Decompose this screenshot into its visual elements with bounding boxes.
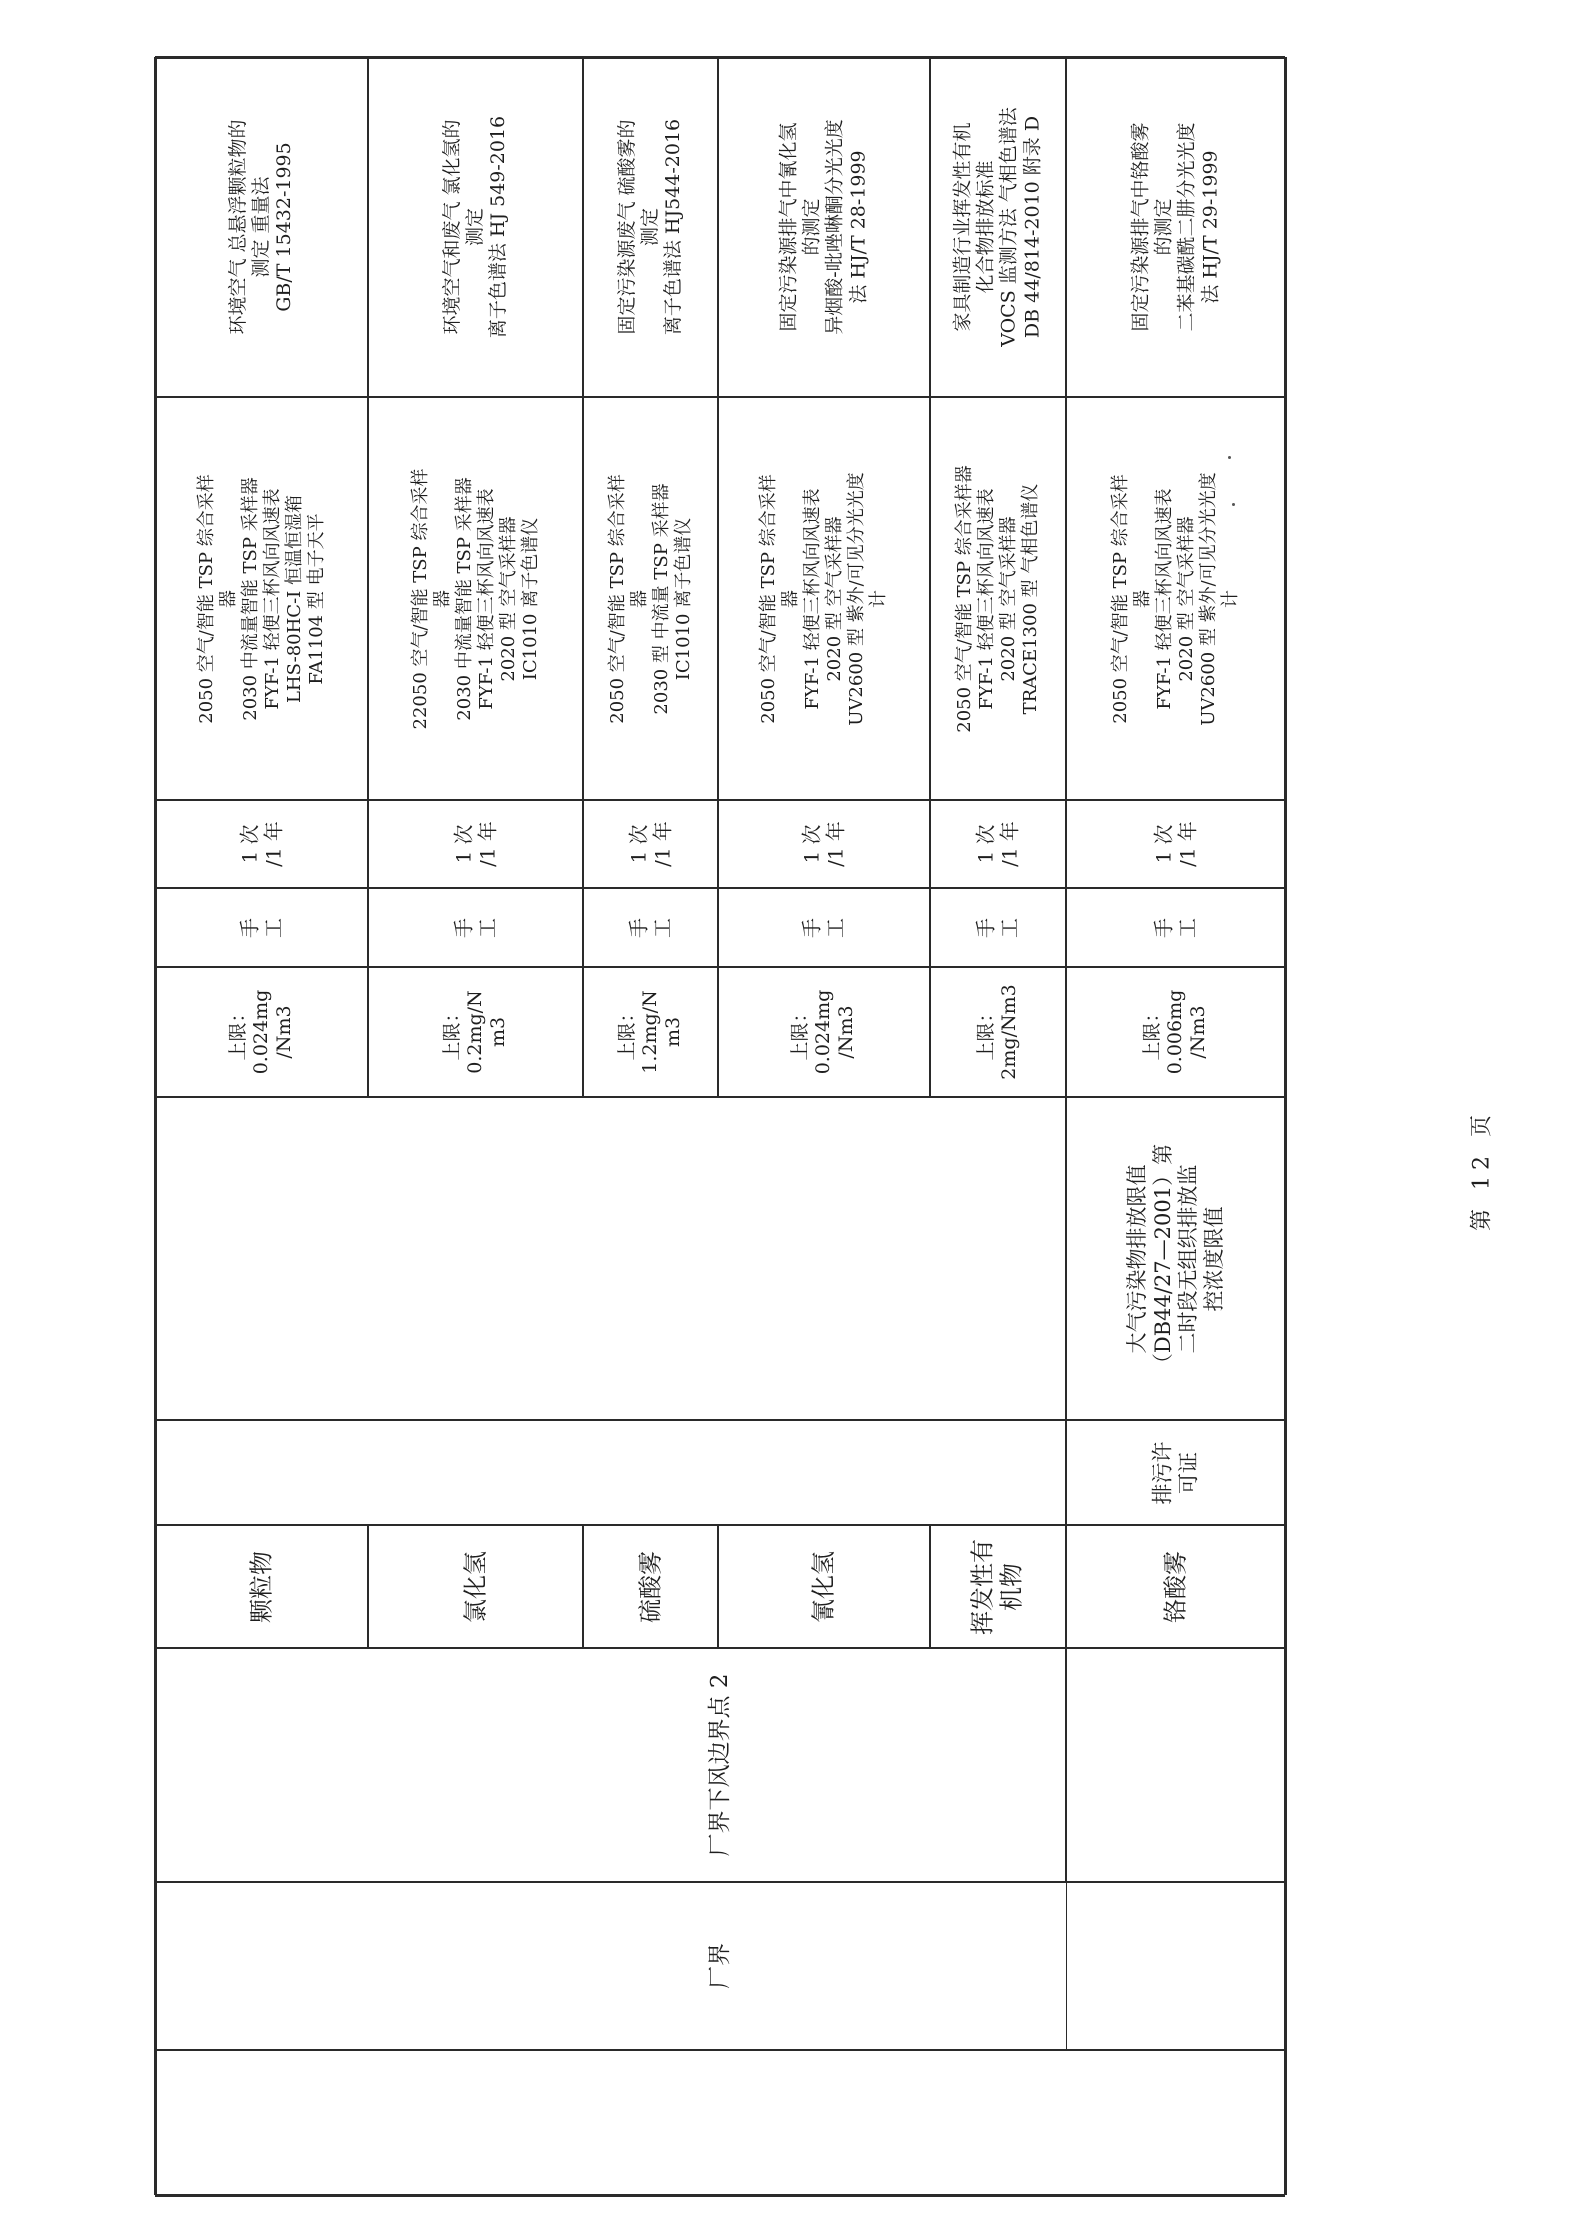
- cell-pollutant: [583, 1525, 718, 1648]
- cell-frequency-text: 1 次 /1 年: [799, 821, 848, 867]
- cell-monitoring-point-text: 厂界下风边界点 2: [706, 1673, 733, 1857]
- cell-pollutant: [368, 1525, 583, 1648]
- cell-pollutant-text: 氰化氢: [809, 1550, 838, 1623]
- cell-frequency-text: 1 次 /1 年: [973, 821, 1022, 867]
- cell-analysis-method: [155, 57, 368, 397]
- cell-limit-value-text: 上限： 2mg/Nm3: [974, 984, 1020, 1080]
- cell-standard: [1066, 1097, 1285, 1420]
- cell-pollutant: [1066, 1525, 1285, 1648]
- cell-analysis-method-text: 环境空气和废气 氯化氢的 测定 离子色谱法 HJ 549-2016: [440, 115, 510, 339]
- cell-frequency: [1066, 800, 1285, 888]
- cell-limit-value: [930, 967, 1066, 1097]
- cell-monitoring-mode-text: 手 工: [626, 917, 675, 938]
- scan-speck: [1232, 503, 1235, 506]
- cell-limit-value-text: 上限： 1.2mg/N m3: [615, 990, 685, 1074]
- cell-frequency: [583, 800, 718, 888]
- cell-pollutant-text: 颗粒物: [246, 1550, 275, 1623]
- cell-analysis-method: [930, 57, 1066, 397]
- cell-frequency: [155, 800, 368, 888]
- cell-limit-value-text: 上限： 0.024mg /Nm3: [226, 989, 296, 1075]
- cell-frequency: [930, 800, 1066, 888]
- cell-pollutant: [930, 1525, 1066, 1648]
- cell-analysis-method-text: 环境空气 总悬浮颗粒物的 测定 重量法 GB/T 15432-1995: [226, 119, 296, 335]
- cell-pollutant-text: 挥发性有 机物: [968, 1538, 1026, 1635]
- cell-instruments-text: 22050 空气/智能 TSP 综合采样 器 2030 中流量智能 TSP 采样器 FYF-1 轻便三杯风向风速表 2020 型 空气采样器 IC1010 离子色谱仪: [409, 468, 541, 729]
- cell-monitoring-mode: [930, 888, 1066, 967]
- cell-pollutant: [155, 1525, 368, 1648]
- cell-instruments: [718, 397, 930, 800]
- cell-monitoring-mode: [583, 888, 718, 967]
- cell-monitoring-mode: [718, 888, 930, 967]
- cell-frequency-text: 1 次 /1 年: [626, 821, 675, 867]
- cell-analysis-method: [718, 57, 930, 397]
- page-number: 第 12 页: [1469, 1109, 1495, 1231]
- cell-instruments: [930, 397, 1066, 800]
- cell-instruments: [1066, 397, 1285, 800]
- cell-limit-value-text: 上限： 0.2mg/N m3: [440, 990, 510, 1074]
- cell-instruments-text: 2050 空气/智能 TSP 综合采样 器 2030 型 中流量 TSP 采样器 IC1010 离子色谱仪: [606, 473, 694, 724]
- cell-area-text: 厂界: [706, 1943, 733, 1989]
- cell-frequency-text: 1 次 /1 年: [451, 821, 500, 867]
- cell-limit-value: [718, 967, 930, 1097]
- cell-permit-text: 排污许 可证: [1149, 1441, 1200, 1504]
- cell-pollutant-text: 氯化氢: [460, 1550, 489, 1623]
- cell-monitoring-mode: [1066, 888, 1285, 967]
- cell-analysis-method-text: 固定污染源废气 硫酸雾的 测定 离子色谱法 HJ544-2016: [615, 118, 685, 336]
- cell-monitoring-point: [155, 1648, 1285, 1882]
- cell-frequency: [368, 800, 583, 888]
- cell-pollutant: [718, 1525, 930, 1648]
- cell-analysis-method: [368, 57, 583, 397]
- cell-limit-value: [1066, 967, 1285, 1097]
- cell-limit-value: [155, 967, 368, 1097]
- cell-instruments-text: 2050 空气/智能 TSP 综合采样 器 FYF-1 轻便三杯风向风速表 2020 型 空气采样器 UV2600 型 紫外/可见分光光度 计: [1109, 471, 1241, 726]
- cell-monitoring-mode-text: 手 工: [973, 917, 1022, 938]
- cell-monitoring-mode-text: 手 工: [237, 917, 286, 938]
- cell-frequency: [718, 800, 930, 888]
- scan-speck: [1228, 456, 1231, 459]
- cell-limit-value-text: 上限： 0.006mg /Nm3: [1140, 989, 1210, 1075]
- cell-monitoring-mode: [155, 888, 368, 967]
- cell-monitoring-mode-text: 手 工: [451, 917, 500, 938]
- cell-monitoring-mode-text: 手 工: [799, 917, 848, 938]
- cell-instruments: [368, 397, 583, 800]
- cell-analysis-method-text: 家具制造行业挥发性有机 化合物排放标准 VOCS 监测方法 气相色谱法 DB 44/814-2010 附录 D: [951, 107, 1044, 347]
- cell-instruments-text: 2050 空气/智能 TSP 综合采样器 FYF-1 轻便三杯风向风速表 2020 型 空气采样器 TRACE1300 型 气相色谱仪: [954, 464, 1041, 733]
- cell-analysis-method-text: 固定污染源排气中氰化氢 的测定 异烟酸-吡唑啉酮分光光度 法 HJ/T 28-1999: [777, 119, 870, 335]
- cell-instruments: [155, 397, 368, 800]
- cell-pollutant-text: 硫酸雾: [635, 1550, 664, 1623]
- cell-limit-value-text: 上限： 0.024mg /Nm3: [789, 989, 858, 1075]
- cell-limit-value: [368, 967, 583, 1097]
- cell-monitoring-mode: [368, 888, 583, 967]
- cell-standard-text: 大气污染物排放限值 （DB44/27—2001）第 二时段无组织排放监 控浓度限值: [1124, 1143, 1226, 1374]
- cell-analysis-method: [1066, 57, 1285, 397]
- cell-frequency-text: 1 次 /1 年: [1151, 821, 1200, 867]
- cell-monitoring-mode-text: 手 工: [1151, 917, 1200, 938]
- cell-analysis-method-text: 固定污染源排气中铬酸雾 的测定 二苯基碳酰二肼分光光度 法 HJ/T 29-1999: [1129, 122, 1221, 332]
- cell-analysis-method: [583, 57, 718, 397]
- cell-limit-value: [583, 967, 718, 1097]
- cell-instruments-text: 2050 空气/智能 TSP 综合采样 器 FYF-1 轻便三杯风向风速表 2020 型 空气采样器 UV2600 型 紫外/可见分光光度 计: [758, 471, 889, 726]
- cell-instruments-text: 2050 空气/智能 TSP 综合采样 器 2030 中流量智能 TSP 采样器 FYF-1 轻便三杯风向风速表 LHS-80HC-I 恒温恒湿箱 FA1104 型 电子天平: [195, 473, 327, 724]
- cell-pollutant-text: 铬酸雾: [1160, 1550, 1189, 1623]
- cell-instruments: [583, 397, 718, 800]
- cell-area: [155, 1882, 1285, 2050]
- cell-frequency-text: 1 次 /1 年: [237, 821, 286, 867]
- table-rule: [155, 2194, 1285, 2197]
- cell-permit: [1066, 1420, 1285, 1525]
